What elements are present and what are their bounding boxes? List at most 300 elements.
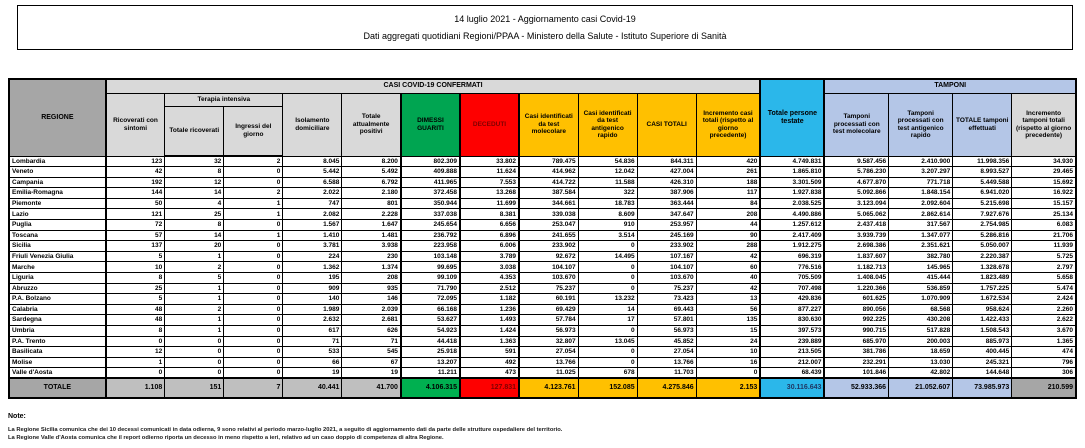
totale-attualmente-positivi: 3.938 xyxy=(342,241,401,252)
totale-persone-testate: 1.912.275 xyxy=(760,241,824,252)
table-row xyxy=(9,241,1076,252)
casi-test-molecolare: 57.784 xyxy=(519,315,578,326)
table-row xyxy=(9,294,1076,305)
notes-title: Note: xyxy=(8,413,26,420)
deceduti: 1.363 xyxy=(460,336,519,347)
tamponi-test-molecolare: 101.846 xyxy=(824,368,888,379)
deceduti: 6.896 xyxy=(460,230,519,241)
total-totale-attualmente-positivi: 41.700 xyxy=(342,378,401,398)
note-valle-daosta: La Regione Valle d'Aosta comunica che il report odierno riporta un decesso in meno rispetto a ieri, relativo ad un caso doppio di competenza di altra Regione. xyxy=(8,435,444,442)
incremento-tamponi-totali: 2.622 xyxy=(1012,315,1076,326)
tamponi-test-molecolare: 1.182.713 xyxy=(824,262,888,273)
tamponi-test-molecolare: 9.587.456 xyxy=(824,156,888,167)
deceduti: 7.553 xyxy=(460,177,519,188)
region-name: Emilia-Romagna xyxy=(9,188,106,199)
casi-test-antigenico-rapido: 322 xyxy=(578,188,637,199)
casi-totali: 347.647 xyxy=(637,209,696,220)
casi-test-antigenico-rapido: 18.783 xyxy=(578,198,637,209)
incremento-casi-totali: 56 xyxy=(696,304,760,315)
totale-tamponi-effettuati: 5.449.588 xyxy=(953,177,1012,188)
incremento-tamponi-totali: 6.083 xyxy=(1012,220,1076,231)
ricoverati-con-sintomi: 5 xyxy=(106,251,165,262)
totale-persone-testate: 212.007 xyxy=(760,357,824,368)
report-subtitle: Dati aggregati quotidiani Regioni/PPAA - Ministero della Salute - Istituto Superiore di Sanità xyxy=(363,31,727,42)
header-casi-molecolare: Casi identificati da test molecolare xyxy=(519,93,578,156)
region-name: Toscana xyxy=(9,230,106,241)
isolamento-domiciliare: 1.362 xyxy=(283,262,342,273)
table-row xyxy=(9,273,1076,284)
casi-test-antigenico-rapido: 678 xyxy=(578,368,637,379)
incremento-casi-totali: 188 xyxy=(696,177,760,188)
casi-test-molecolare: 387.584 xyxy=(519,188,578,199)
isolamento-domiciliare: 66 xyxy=(283,357,342,368)
table-row xyxy=(9,167,1076,178)
header-terapia-intensiva-group: Terapia intensiva xyxy=(165,93,283,106)
casi-test-molecolare: 104.107 xyxy=(519,262,578,273)
region-name: Liguria xyxy=(9,273,106,284)
terapia-ingressi-giorno: 0 xyxy=(224,357,283,368)
deceduti: 1.424 xyxy=(460,326,519,337)
ricoverati-con-sintomi: 10 xyxy=(106,262,165,273)
totale-attualmente-positivi: 1.647 xyxy=(342,220,401,231)
terapia-ingressi-giorno: 0 xyxy=(224,326,283,337)
deceduti: 33.802 xyxy=(460,156,519,167)
incremento-tamponi-totali: 2.424 xyxy=(1012,294,1076,305)
casi-totali: 13.766 xyxy=(637,357,696,368)
tamponi-test-molecolare: 5.092.866 xyxy=(824,188,888,199)
header-regione: REGIONE xyxy=(9,79,106,156)
header-tamponi-molecolare: Tamponi processati con test molecolare xyxy=(824,93,888,156)
tamponi-test-molecolare: 1.408.045 xyxy=(824,273,888,284)
header-tamponi-totale: TOTALE tamponi effettuati xyxy=(953,93,1012,156)
totale-persone-testate: 1.865.810 xyxy=(760,167,824,178)
deceduti: 13.268 xyxy=(460,188,519,199)
totale-attualmente-positivi: 2.228 xyxy=(342,209,401,220)
dimessi-guariti: 13.207 xyxy=(401,357,460,368)
incremento-tamponi-totali: 29.465 xyxy=(1012,167,1076,178)
dimessi-guariti: 71.790 xyxy=(401,283,460,294)
total-totale-persone-testate: 30.116.643 xyxy=(760,378,824,398)
header-tamponi-group: TAMPONI xyxy=(824,79,1076,93)
ricoverati-con-sintomi: 5 xyxy=(106,294,165,305)
total-casi-test-antigenico-rapido: 152.085 xyxy=(578,378,637,398)
tamponi-test-molecolare: 4.677.870 xyxy=(824,177,888,188)
region-name: Basilicata xyxy=(9,347,106,358)
deceduti: 11.624 xyxy=(460,167,519,178)
incremento-casi-totali: 40 xyxy=(696,273,760,284)
totale-tamponi-effettuati: 2.220.387 xyxy=(953,251,1012,262)
tamponi-test-antigenico-rapido: 517.828 xyxy=(889,326,953,337)
isolamento-domiciliare: 71 xyxy=(283,336,342,347)
terapia-ingressi-giorno: 0 xyxy=(224,304,283,315)
dimessi-guariti: 66.168 xyxy=(401,304,460,315)
tamponi-test-antigenico-rapido: 145.965 xyxy=(889,262,953,273)
report-title-box xyxy=(17,5,1073,50)
region-name: Sicilia xyxy=(9,241,106,252)
incremento-casi-totali: 42 xyxy=(696,251,760,262)
totale-persone-testate: 213.505 xyxy=(760,347,824,358)
ricoverati-con-sintomi: 12 xyxy=(106,347,165,358)
terapia-totale-ricoverati: 1 xyxy=(165,315,224,326)
deceduti: 1.493 xyxy=(460,315,519,326)
incremento-tamponi-totali: 2.260 xyxy=(1012,304,1076,315)
terapia-ingressi-giorno: 0 xyxy=(224,294,283,305)
casi-test-antigenico-rapido: 0 xyxy=(578,241,637,252)
tamponi-test-antigenico-rapido: 317.567 xyxy=(889,220,953,231)
terapia-totale-ricoverati: 1 xyxy=(165,294,224,305)
totale-tamponi-effettuati: 885.973 xyxy=(953,336,1012,347)
terapia-totale-ricoverati: 1 xyxy=(165,283,224,294)
terapia-totale-ricoverati: 0 xyxy=(165,336,224,347)
casi-test-molecolare: 69.429 xyxy=(519,304,578,315)
table-row xyxy=(9,336,1076,347)
totale-tamponi-effettuati: 2.754.985 xyxy=(953,220,1012,231)
header-deceduti: DECEDUTI xyxy=(460,93,519,156)
totale-tamponi-effettuati: 144.648 xyxy=(953,368,1012,379)
incremento-tamponi-totali: 34.930 xyxy=(1012,156,1076,167)
header-terapia-ingressi: Ingressi del giorno xyxy=(224,106,283,156)
table-row xyxy=(9,220,1076,231)
ricoverati-con-sintomi: 121 xyxy=(106,209,165,220)
dimessi-guariti: 802.309 xyxy=(401,156,460,167)
dimessi-guariti: 411.965 xyxy=(401,177,460,188)
totale-persone-testate: 1.257.612 xyxy=(760,220,824,231)
table-header xyxy=(9,79,1076,156)
total-incremento-tamponi-totali: 210.599 xyxy=(1012,378,1076,398)
dimessi-guariti: 99.109 xyxy=(401,273,460,284)
incremento-casi-totali: 208 xyxy=(696,209,760,220)
casi-test-molecolare: 75.237 xyxy=(519,283,578,294)
table-row xyxy=(9,198,1076,209)
ricoverati-con-sintomi: 144 xyxy=(106,188,165,199)
terapia-ingressi-giorno: 1 xyxy=(224,209,283,220)
totale-persone-testate: 696.319 xyxy=(760,251,824,262)
casi-test-antigenico-rapido: 14 xyxy=(578,304,637,315)
totale-attualmente-positivi: 67 xyxy=(342,357,401,368)
ricoverati-con-sintomi: 48 xyxy=(106,315,165,326)
tamponi-test-molecolare: 1.837.607 xyxy=(824,251,888,262)
isolamento-domiciliare: 533 xyxy=(283,347,342,358)
region-name: Campania xyxy=(9,177,106,188)
terapia-ingressi-giorno: 0 xyxy=(224,273,283,284)
terapia-ingressi-giorno: 0 xyxy=(224,167,283,178)
deceduti: 2.512 xyxy=(460,283,519,294)
casi-test-antigenico-rapido: 0 xyxy=(578,357,637,368)
incremento-tamponi-totali: 25.134 xyxy=(1012,209,1076,220)
deceduti: 11.699 xyxy=(460,198,519,209)
header-incremento-casi: Incremento casi totali (rispetto al giorno precedente) xyxy=(696,93,760,156)
ricoverati-con-sintomi: 123 xyxy=(106,156,165,167)
casi-test-antigenico-rapido: 12.042 xyxy=(578,167,637,178)
casi-totali: 73.423 xyxy=(637,294,696,305)
casi-totali: 363.444 xyxy=(637,198,696,209)
casi-totali: 426.310 xyxy=(637,177,696,188)
ricoverati-con-sintomi: 137 xyxy=(106,241,165,252)
ricoverati-con-sintomi: 72 xyxy=(106,220,165,231)
totale-tamponi-effettuati: 6.941.020 xyxy=(953,188,1012,199)
totale-persone-testate: 2.417.409 xyxy=(760,230,824,241)
totale-persone-testate: 830.630 xyxy=(760,315,824,326)
casi-totali: 27.054 xyxy=(637,347,696,358)
deceduti: 473 xyxy=(460,368,519,379)
table-row xyxy=(9,262,1076,273)
region-name: Friuli Venezia Giulia xyxy=(9,251,106,262)
casi-totali: 45.852 xyxy=(637,336,696,347)
terapia-totale-ricoverati: 0 xyxy=(165,347,224,358)
tamponi-test-molecolare: 990.715 xyxy=(824,326,888,337)
incremento-casi-totali: 60 xyxy=(696,262,760,273)
casi-totali: 56.973 xyxy=(637,326,696,337)
total-ricoverati-con-sintomi: 1.108 xyxy=(106,378,165,398)
terapia-totale-ricoverati: 1 xyxy=(165,326,224,337)
casi-test-molecolare: 56.973 xyxy=(519,326,578,337)
totale-attualmente-positivi: 2.180 xyxy=(342,188,401,199)
table-row xyxy=(9,368,1076,379)
casi-test-molecolare: 60.191 xyxy=(519,294,578,305)
totale-attualmente-positivi: 6.792 xyxy=(342,177,401,188)
incremento-casi-totali: 84 xyxy=(696,198,760,209)
casi-test-antigenico-rapido: 14.495 xyxy=(578,251,637,262)
ricoverati-con-sintomi: 42 xyxy=(106,167,165,178)
region-name: Piemonte xyxy=(9,198,106,209)
covid-table-wrapper xyxy=(8,78,1077,399)
casi-totali: 57.801 xyxy=(637,315,696,326)
table-row xyxy=(9,347,1076,358)
ricoverati-con-sintomi: 0 xyxy=(106,336,165,347)
casi-totali: 107.167 xyxy=(637,251,696,262)
casi-totali: 253.957 xyxy=(637,220,696,231)
tamponi-test-antigenico-rapido: 68.568 xyxy=(889,304,953,315)
header-casi-totali: CASI TOTALI xyxy=(637,93,696,156)
note-sicilia: La Regione Sicilia comunica che dei 10 decessi comunicati in data odierna, 9 sono relativi al periodo marzo-luglio 2021, a seguito di aggiornamento dati da parte delle strutture ospedaliere del territorio. xyxy=(8,427,563,433)
tamponi-test-antigenico-rapido: 382.780 xyxy=(889,251,953,262)
ricoverati-con-sintomi: 25 xyxy=(106,283,165,294)
region-name: Calabria xyxy=(9,304,106,315)
dimessi-guariti: 99.695 xyxy=(401,262,460,273)
terapia-totale-ricoverati: 14 xyxy=(165,188,224,199)
tamponi-test-antigenico-rapido: 13.030 xyxy=(889,357,953,368)
region-name: Abruzzo xyxy=(9,283,106,294)
isolamento-domiciliare: 1.989 xyxy=(283,304,342,315)
casi-test-antigenico-rapido: 8.609 xyxy=(578,209,637,220)
incremento-casi-totali: 261 xyxy=(696,167,760,178)
report-title: 14 luglio 2021 - Aggiornamento casi Covid-19 xyxy=(454,13,636,24)
terapia-ingressi-giorno: 2 xyxy=(224,156,283,167)
covid-table xyxy=(8,78,1077,399)
terapia-ingressi-giorno: 0 xyxy=(224,283,283,294)
casi-test-antigenico-rapido: 17 xyxy=(578,315,637,326)
totale-persone-testate: 4.749.831 xyxy=(760,156,824,167)
terapia-ingressi-giorno: 1 xyxy=(224,198,283,209)
totale-attualmente-positivi: 1.481 xyxy=(342,230,401,241)
isolamento-domiciliare: 3.781 xyxy=(283,241,342,252)
region-name: Valle d'Aosta xyxy=(9,368,106,379)
totale-tamponi-effettuati: 1.672.534 xyxy=(953,294,1012,305)
tamponi-test-antigenico-rapido: 1.347.077 xyxy=(889,230,953,241)
isolamento-domiciliare: 2.022 xyxy=(283,188,342,199)
isolamento-domiciliare: 2.632 xyxy=(283,315,342,326)
ricoverati-con-sintomi: 48 xyxy=(106,304,165,315)
casi-test-antigenico-rapido: 11.588 xyxy=(578,177,637,188)
incremento-tamponi-totali: 21.706 xyxy=(1012,230,1076,241)
table-row xyxy=(9,188,1076,199)
dimessi-guariti: 53.627 xyxy=(401,315,460,326)
casi-test-antigenico-rapido: 0 xyxy=(578,273,637,284)
tamponi-test-molecolare: 5.786.230 xyxy=(824,167,888,178)
tamponi-test-antigenico-rapido: 536.859 xyxy=(889,283,953,294)
tamponi-test-antigenico-rapido: 415.444 xyxy=(889,273,953,284)
table-row xyxy=(9,326,1076,337)
isolamento-domiciliare: 747 xyxy=(283,198,342,209)
casi-test-antigenico-rapido: 0 xyxy=(578,347,637,358)
header-ricoverati-sintomi: Ricoverati con sintomi xyxy=(106,93,165,156)
tamponi-test-antigenico-rapido: 1.070.909 xyxy=(889,294,953,305)
tamponi-test-molecolare: 992.225 xyxy=(824,315,888,326)
totale-persone-testate: 707.498 xyxy=(760,283,824,294)
deceduti: 3.789 xyxy=(460,251,519,262)
dimessi-guariti: 223.958 xyxy=(401,241,460,252)
total-casi-totali: 4.275.846 xyxy=(637,378,696,398)
terapia-totale-ricoverati: 20 xyxy=(165,241,224,252)
casi-test-molecolare: 789.475 xyxy=(519,156,578,167)
header-persone-testate: Totale persone testate xyxy=(760,79,824,156)
terapia-totale-ricoverati: 0 xyxy=(165,368,224,379)
tamponi-test-antigenico-rapido: 2.410.900 xyxy=(889,156,953,167)
table-row xyxy=(9,283,1076,294)
incremento-tamponi-totali: 5.658 xyxy=(1012,273,1076,284)
terapia-totale-ricoverati: 8 xyxy=(165,167,224,178)
dimessi-guariti: 11.211 xyxy=(401,368,460,379)
totale-persone-testate: 1.927.838 xyxy=(760,188,824,199)
ricoverati-con-sintomi: 0 xyxy=(106,368,165,379)
ricoverati-con-sintomi: 8 xyxy=(106,326,165,337)
terapia-totale-ricoverati: 32 xyxy=(165,156,224,167)
incremento-casi-totali: 44 xyxy=(696,220,760,231)
terapia-totale-ricoverati: 2 xyxy=(165,304,224,315)
tamponi-test-molecolare: 3.123.094 xyxy=(824,198,888,209)
tamponi-test-molecolare: 601.625 xyxy=(824,294,888,305)
header-tamponi-antigenico: Tamponi processati con test antigenico rapido xyxy=(889,93,953,156)
tamponi-test-molecolare: 5.065.062 xyxy=(824,209,888,220)
isolamento-domiciliare: 19 xyxy=(283,368,342,379)
tamponi-test-molecolare: 2.698.386 xyxy=(824,241,888,252)
incremento-casi-totali: 117 xyxy=(696,188,760,199)
dimessi-guariti: 236.792 xyxy=(401,230,460,241)
casi-test-molecolare: 27.054 xyxy=(519,347,578,358)
terapia-totale-ricoverati: 2 xyxy=(165,262,224,273)
isolamento-domiciliare: 195 xyxy=(283,273,342,284)
region-name: P.A. Trento xyxy=(9,336,106,347)
total-region-name: TOTALE xyxy=(9,378,106,398)
casi-totali: 245.169 xyxy=(637,230,696,241)
totale-tamponi-effettuati: 400.445 xyxy=(953,347,1012,358)
casi-test-molecolare: 344.661 xyxy=(519,198,578,209)
dimessi-guariti: 350.944 xyxy=(401,198,460,209)
header-casi-confermati-group: CASI COVID-19 CONFERMATI xyxy=(106,79,761,93)
incremento-casi-totali: 135 xyxy=(696,315,760,326)
header-isolamento: Isolamento domiciliare xyxy=(283,93,342,156)
incremento-tamponi-totali: 1.365 xyxy=(1012,336,1076,347)
totale-tamponi-effettuati: 8.993.527 xyxy=(953,167,1012,178)
region-name: Lazio xyxy=(9,209,106,220)
header-attualmente-positivi: Totale attualmente positivi xyxy=(342,93,401,156)
totale-attualmente-positivi: 5.492 xyxy=(342,167,401,178)
region-name: Sardegna xyxy=(9,315,106,326)
isolamento-domiciliare: 1.410 xyxy=(283,230,342,241)
tamponi-test-antigenico-rapido: 42.802 xyxy=(889,368,953,379)
region-name: P.A. Bolzano xyxy=(9,294,106,305)
notes-section xyxy=(8,413,1078,442)
casi-totali: 427.004 xyxy=(637,167,696,178)
casi-test-molecolare: 13.766 xyxy=(519,357,578,368)
region-name: Lombardia xyxy=(9,156,106,167)
deceduti: 1.182 xyxy=(460,294,519,305)
casi-totali: 69.443 xyxy=(637,304,696,315)
casi-totali: 103.670 xyxy=(637,273,696,284)
incremento-tamponi-totali: 11.939 xyxy=(1012,241,1076,252)
totale-tamponi-effettuati: 1.508.543 xyxy=(953,326,1012,337)
casi-test-molecolare: 233.902 xyxy=(519,241,578,252)
incremento-casi-totali: 90 xyxy=(696,230,760,241)
totale-tamponi-effettuati: 5.215.698 xyxy=(953,198,1012,209)
total-dimessi-guariti: 4.106.315 xyxy=(401,378,460,398)
dimessi-guariti: 245.654 xyxy=(401,220,460,231)
incremento-tamponi-totali: 16.922 xyxy=(1012,188,1076,199)
casi-test-molecolare: 103.670 xyxy=(519,273,578,284)
terapia-totale-ricoverati: 25 xyxy=(165,209,224,220)
totale-tamponi-effettuati: 1.422.433 xyxy=(953,315,1012,326)
incremento-tamponi-totali: 15.692 xyxy=(1012,177,1076,188)
incremento-tamponi-totali: 5.725 xyxy=(1012,251,1076,262)
totale-persone-testate: 239.889 xyxy=(760,336,824,347)
incremento-casi-totali: 13 xyxy=(696,294,760,305)
incremento-tamponi-totali: 306 xyxy=(1012,368,1076,379)
totale-attualmente-positivi: 801 xyxy=(342,198,401,209)
terapia-totale-ricoverati: 14 xyxy=(165,230,224,241)
tamponi-test-molecolare: 3.939.739 xyxy=(824,230,888,241)
totale-attualmente-positivi: 2.039 xyxy=(342,304,401,315)
table-row xyxy=(9,177,1076,188)
dimessi-guariti: 72.095 xyxy=(401,294,460,305)
deceduti: 1.236 xyxy=(460,304,519,315)
deceduti: 4.353 xyxy=(460,273,519,284)
totale-attualmente-positivi: 19 xyxy=(342,368,401,379)
casi-test-molecolare: 414.962 xyxy=(519,167,578,178)
casi-test-antigenico-rapido: 0 xyxy=(578,262,637,273)
isolamento-domiciliare: 909 xyxy=(283,283,342,294)
totale-attualmente-positivi: 626 xyxy=(342,326,401,337)
incremento-casi-totali: 24 xyxy=(696,336,760,347)
region-name: Veneto xyxy=(9,167,106,178)
ricoverati-con-sintomi: 50 xyxy=(106,198,165,209)
casi-totali: 11.703 xyxy=(637,368,696,379)
casi-test-antigenico-rapido: 3.514 xyxy=(578,230,637,241)
isolamento-domiciliare: 8.045 xyxy=(283,156,342,167)
incremento-casi-totali: 288 xyxy=(696,241,760,252)
isolamento-domiciliare: 617 xyxy=(283,326,342,337)
totale-attualmente-positivi: 71 xyxy=(342,336,401,347)
header-dimessi-guariti: DIMESSI GUARITI xyxy=(401,93,460,156)
incremento-casi-totali: 42 xyxy=(696,283,760,294)
casi-test-antigenico-rapido: 910 xyxy=(578,220,637,231)
deceduti: 6.006 xyxy=(460,241,519,252)
deceduti: 3.038 xyxy=(460,262,519,273)
dimessi-guariti: 25.918 xyxy=(401,347,460,358)
casi-test-antigenico-rapido: 0 xyxy=(578,326,637,337)
casi-totali: 233.902 xyxy=(637,241,696,252)
table-row xyxy=(9,315,1076,326)
terapia-ingressi-giorno: 0 xyxy=(224,262,283,273)
